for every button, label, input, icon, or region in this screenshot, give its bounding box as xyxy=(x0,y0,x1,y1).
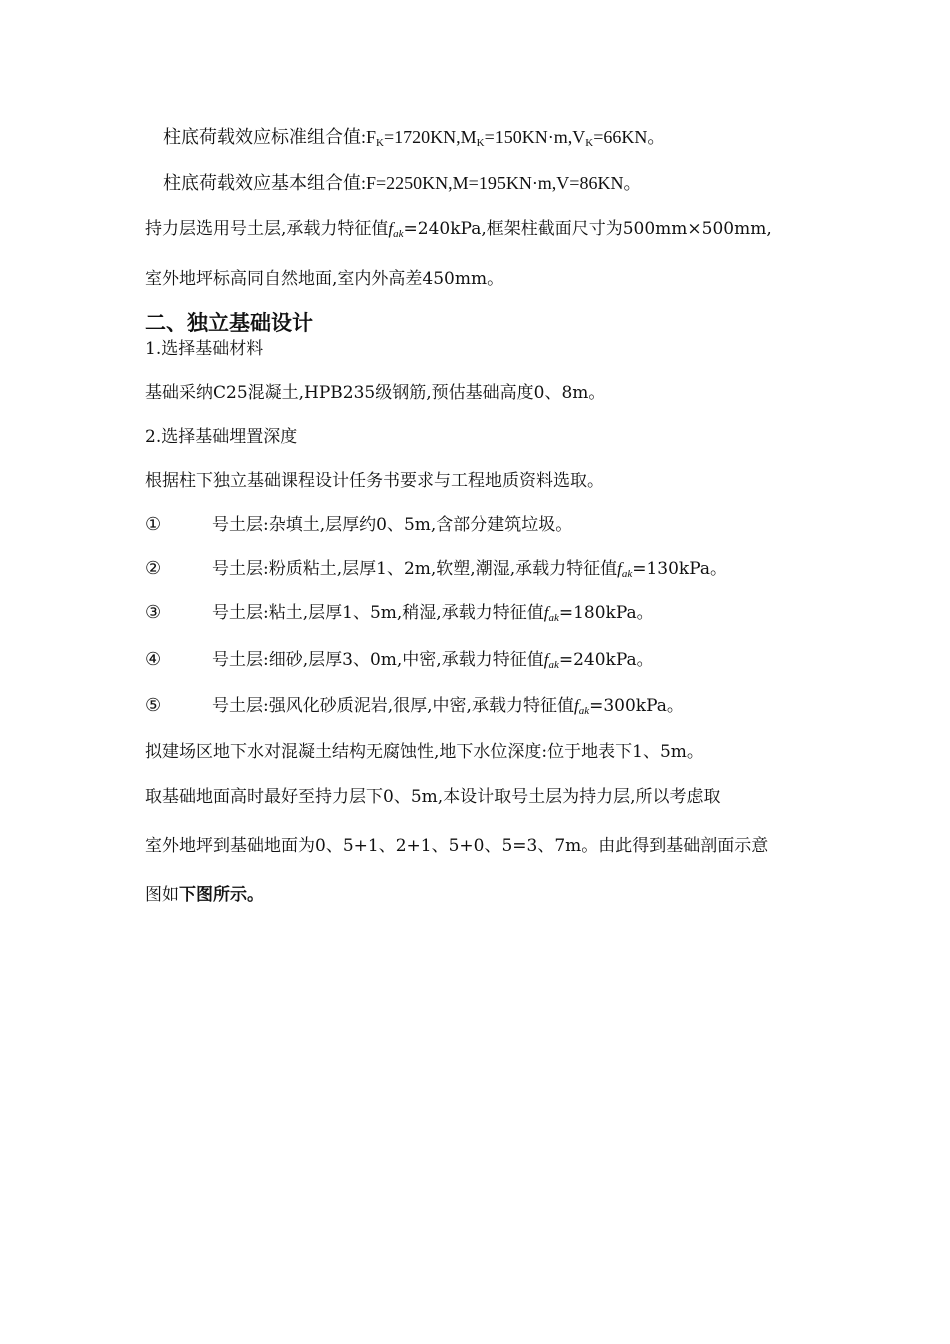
load-standard-suffix: =66KN。 xyxy=(593,127,666,147)
subscript-ak: ak xyxy=(548,612,559,624)
bearing-layer-line xyxy=(145,218,810,240)
step1-body: 基础采纳C25混凝土,HPB235级钢筋,预估基础高度0、8m。 xyxy=(145,383,606,403)
figure-reference: 下图所示。 xyxy=(179,885,264,905)
subscript-k: K xyxy=(476,137,485,149)
bearing-value: =240kPa。 xyxy=(558,650,654,670)
soil-layer-desc: 号土层:粘土,层厚1、5m,稍湿,承载力特征值 xyxy=(212,603,544,623)
step1-title: 1.选择基础材料 xyxy=(145,339,264,359)
soil-layer-desc: 号土层:粉质粘土,层厚1、2m,软塑,潮湿,承载力特征值 xyxy=(212,559,618,579)
list-marker: ① xyxy=(145,514,162,535)
groundwater-line: 拟建场区地下水对混凝土结构无腐蚀性,地下水位深度:位于地表下1、5m。 xyxy=(145,742,704,762)
depth-para-line2: 室外地坪到基础地面为0、5+1、2+1、5+0、5=3、7m。由此得到基础剖面示意 xyxy=(145,836,769,856)
list-marker: ⑤ xyxy=(145,695,162,716)
symbol-f: f xyxy=(543,603,549,622)
soil-layer-desc: 号土层:细砂,层厚3、0m,中密,承载力特征值 xyxy=(212,650,544,670)
subscript-ak: ak xyxy=(578,705,590,717)
step2-title: 2.选择基础埋置深度 xyxy=(145,427,298,447)
symbol-f: f xyxy=(573,696,579,715)
subscript-ak: ak xyxy=(393,228,404,240)
subscript-k: K xyxy=(376,137,384,149)
subscript-ak: ak xyxy=(621,568,633,580)
soil-layer-text xyxy=(212,558,727,580)
section-title: 二、独立基础设计 xyxy=(145,311,313,335)
bearing-prefix: 持力层选用号土层,承载力特征值 xyxy=(145,219,389,239)
load-basic-line: 柱底荷载效应基本组合值:F=2250KN,M=195KN·m,V=86KN。 xyxy=(163,173,642,193)
list-marker: ② xyxy=(145,558,162,579)
bearing-suffix: =240kPa,框架柱截面尺寸为500mm×500mm, xyxy=(403,219,772,239)
list-marker: ③ xyxy=(145,602,162,623)
soil-layer-desc: 号土层:强风化砂质泥岩,很厚,中密,承载力特征值 xyxy=(212,696,574,716)
symbol-f: f xyxy=(617,559,622,578)
load-standard-prefix: 柱底荷载效应标准组合值:F xyxy=(163,127,377,147)
bearing-value: =300kPa。 xyxy=(589,696,684,716)
symbol-f: f xyxy=(388,219,394,238)
load-standard-line xyxy=(163,126,810,148)
load-standard-m: =1720KN,M xyxy=(383,127,477,147)
step2-body: 根据柱下独立基础课程设计任务书要求与工程地质资料选取。 xyxy=(145,471,604,491)
depth-para-text: 图如 xyxy=(145,885,179,905)
soil-layer-text xyxy=(212,514,572,536)
subscript-k: K xyxy=(585,137,594,149)
depth-para-line3 xyxy=(145,884,810,906)
subscript-ak: ak xyxy=(548,659,559,671)
load-standard-v: =150KN·m,V xyxy=(484,127,586,147)
ground-elevation-line: 室外地坪标高同自然地面,室内外高差450mm。 xyxy=(145,269,505,289)
bearing-value: =180kPa。 xyxy=(558,603,654,623)
symbol-f: f xyxy=(543,650,549,669)
soil-layer-text xyxy=(212,602,654,624)
soil-layer-text xyxy=(212,695,684,717)
bearing-value: =130kPa。 xyxy=(632,559,728,579)
depth-para-line1: 取基础地面高时最好至持力层下0、5m,本设计取号土层为持力层,所以考虑取 xyxy=(145,787,721,807)
soil-layer-text xyxy=(212,649,654,671)
list-marker: ④ xyxy=(145,649,162,670)
soil-layer-desc: 号土层:杂填土,层厚约0、5m,含部分建筑垃圾。 xyxy=(212,515,573,535)
